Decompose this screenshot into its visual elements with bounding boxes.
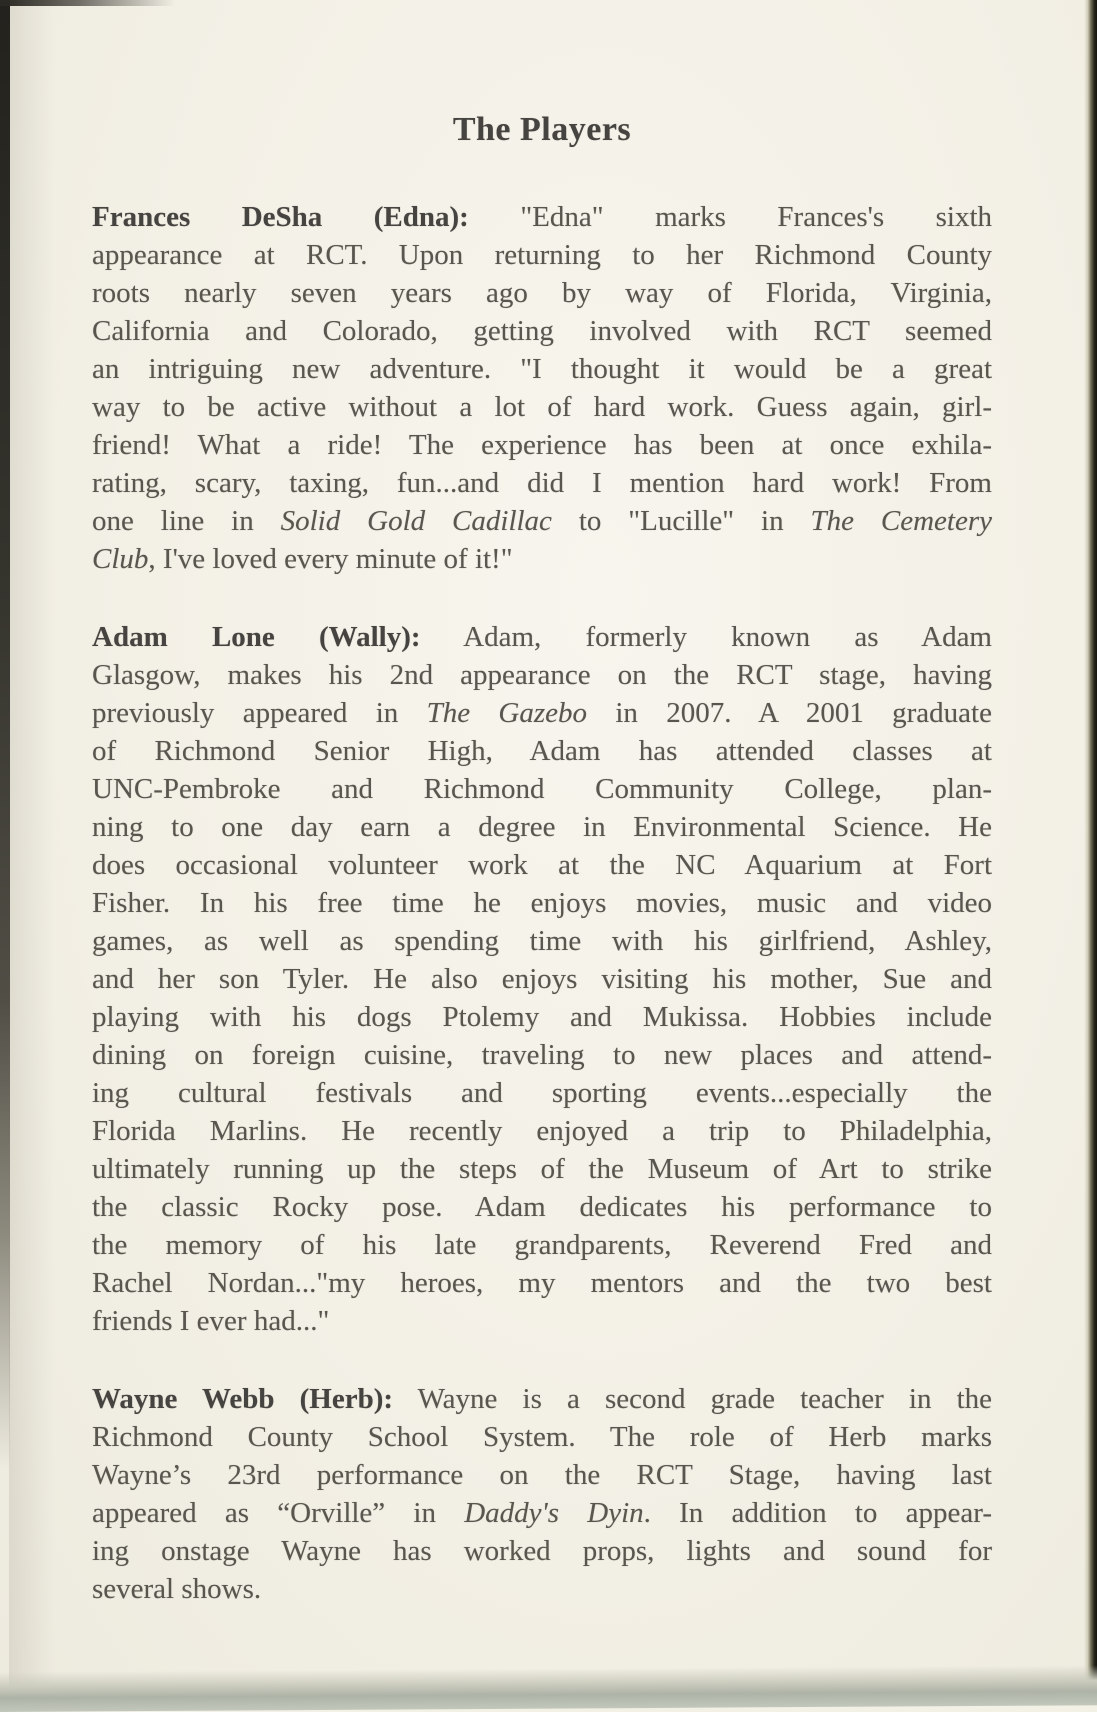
scan-top-left-corner-shadow [0, 0, 175, 6]
scan-right-page-edge [1084, 0, 1097, 1700]
text-line: Frances DeSha (Edna): "Edna" marks Frances's sixth [92, 201, 993, 233]
text-line: playing with his dogs Ptolemy and Mukissa. Hobbies include [92, 1001, 992, 1033]
text-line: rating, scary, taxing, fun...and did I mention hard work! From [92, 467, 992, 499]
text-line: and her son Tyler. He also enjoys visiting his mother, Sue and [92, 963, 992, 995]
text-line: ing onstage Wayne has worked props, lights and sound for [92, 1535, 992, 1567]
text-line: Club, I've loved every minute of it!" [92, 543, 513, 575]
text-line: does occasional volunteer work at the NC Aquarium at Fort [92, 849, 992, 881]
text-line: of Richmond Senior High, Adam has attended classes at [92, 735, 992, 767]
bio-paragraph-adam-lone [92, 618, 992, 1340]
text-line: roots nearly seven years ago by way of Florida, Virginia, [92, 277, 992, 309]
text-line: ultimately running up the steps of the Museum of Art to strike [92, 1153, 992, 1185]
text-line: appearance at RCT. Upon returning to her Richmond County [92, 239, 992, 271]
text-line: several shows. [92, 1573, 262, 1605]
page-content [92, 0, 992, 1648]
text-line: friend! What a ride! The experience has been at once exhila- [92, 429, 992, 461]
text-line: Richmond County School System. The role of Herb marks [92, 1421, 992, 1453]
text-line: Fisher. In his free time he enjoys movies, music and video [92, 887, 992, 919]
text-line: Florida Marlins. He recently enjoyed a trip to Philadelphia, [92, 1115, 992, 1147]
text-line: previously appeared in The Gazebo in 2007. A 2001 graduate [92, 697, 992, 729]
text-line: Glasgow, makes his 2nd appearance on the RCT stage, having [92, 659, 992, 691]
text-line: UNC-Pembroke and Richmond Community College, plan- [92, 773, 992, 805]
bio-paragraphs [92, 198, 992, 1608]
scan-left-spine-edge [0, 0, 10, 1470]
text-line: ning to one day earn a degree in Environmental Science. He [92, 811, 992, 843]
text-line: an intriguing new adventure. "I thought it would be a great [92, 353, 992, 385]
spine-shadow [9, 0, 55, 1700]
text-line: the memory of his late grandparents, Reverend Fred and [92, 1229, 992, 1261]
text-line: California and Colorado, getting involved with RCT seemed [92, 315, 992, 347]
text-line: dining on foreign cuisine, traveling to new places and attend- [92, 1039, 992, 1071]
page-title: The Players [452, 111, 632, 148]
text-line: friends I ever had..." [92, 1305, 330, 1337]
text-line: Adam Lone (Wally): Adam, formerly known as Adam [92, 621, 992, 653]
text-line: Wayne’s 23rd performance on the RCT Stage, having last [92, 1459, 992, 1491]
text-line: Wayne Webb (Herb): Wayne is a second grade teacher in the [92, 1383, 992, 1415]
text-line: ing cultural festivals and sporting events...especially the [92, 1077, 992, 1109]
text-line: appeared as “Orville” in Daddy's Dyin. In addition to appear- [92, 1497, 992, 1529]
bio-paragraph-frances-desha [92, 198, 992, 578]
scan-bottom-page-edge [0, 1665, 1097, 1712]
text-line: the classic Rocky pose. Adam dedicates his performance to [92, 1191, 992, 1223]
text-line: games, as well as spending time with his girlfriend, Ashley, [92, 925, 992, 957]
text-line: way to be active without a lot of hard work. Guess again, girl- [92, 391, 992, 423]
bio-paragraph-wayne-webb [92, 1380, 992, 1608]
text-line: one line in Solid Gold Cadillac to "Lucille" in The Cemetery [92, 505, 993, 537]
text-line: Rachel Nordan..."my heroes, my mentors and the two best [92, 1267, 992, 1299]
